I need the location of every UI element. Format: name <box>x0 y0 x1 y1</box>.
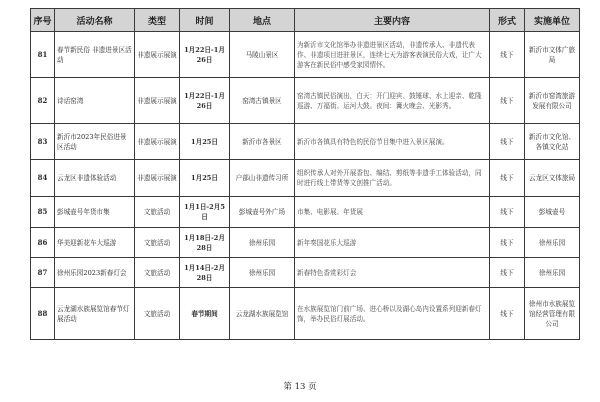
row-form: 线下 <box>490 124 525 160</box>
row-place: 徐州乐园 <box>230 258 295 288</box>
row-name: 徐州乐园2023新春灯会 <box>55 258 135 288</box>
row-no: 87 <box>31 258 55 288</box>
row-time: 1月25日 <box>180 160 230 197</box>
row-type: 文旅活动 <box>135 228 180 258</box>
row-place: 彭城壶号外广场 <box>230 197 295 228</box>
row-type: 文旅活动 <box>135 258 180 288</box>
table-row <box>31 288 580 340</box>
row-time: 1月1日-2月5日 <box>180 197 230 228</box>
row-unit: 徐州乐园 <box>525 228 580 258</box>
header-no: 序号 <box>31 9 55 32</box>
table-header-row <box>31 9 580 32</box>
row-no: 86 <box>31 228 55 258</box>
row-form: 线下 <box>490 160 525 197</box>
row-name: 诗话窑湾 <box>55 78 135 124</box>
row-no: 82 <box>31 78 55 124</box>
row-type: 非遗展示展演 <box>135 78 180 124</box>
row-content: 新沂市各镇具有特色的民俗节目集中进入景区展演。 <box>295 124 490 160</box>
row-type: 文旅活动 <box>135 288 180 340</box>
row-unit: 徐州乐园 <box>525 258 580 288</box>
row-time: 春节期间 <box>180 288 230 340</box>
header-name: 活动名称 <box>55 9 135 32</box>
row-type: 非遗展示展演 <box>135 32 180 78</box>
row-unit: 彭城壶号 <box>525 197 580 228</box>
row-content: 新春特色香赏彩灯会 <box>295 258 490 288</box>
row-time: 1月25日 <box>180 124 230 160</box>
row-place: 云龙湖水族展览馆 <box>230 288 295 340</box>
table-row <box>31 160 580 197</box>
row-name: 春节新民俗 非遗进景区活动 <box>55 32 135 78</box>
header-form: 形式 <box>490 9 525 32</box>
table-row <box>31 197 580 228</box>
row-content: 市集、电影展、年货展 <box>295 197 490 228</box>
table-row <box>31 258 580 288</box>
header-content: 主要内容 <box>295 9 490 32</box>
row-time: 1月18日-2月28日 <box>180 228 230 258</box>
row-content: 窑湾古镇民俗演出，白天：开门迎宾、鼓锤球、水上迎亲、乾隆巡游、万福街、运河大鼓。夜间：篝火晚会、光影秀。 <box>295 78 490 124</box>
row-place: 户部山非遗传习所 <box>230 160 295 197</box>
row-unit: 新沂市窑湾旅游发展有限公司 <box>525 78 580 124</box>
row-name: 彭城壶号年货市集 <box>55 197 135 228</box>
row-unit: 新沂市文体广旅局 <box>525 32 580 78</box>
table-row <box>31 78 580 124</box>
row-unit: 云龙区文体旅局 <box>525 160 580 197</box>
row-unit: 徐州市水族展览馆经营管理有限公司 <box>525 288 580 340</box>
row-content: 组织传承人对外开展香包、编结、剪纸等非遗手工体验活动，同时进行线上带货等文创推广活动。 <box>295 160 490 197</box>
row-no: 84 <box>31 160 55 197</box>
row-place: 窑湾古镇景区 <box>230 78 295 124</box>
row-form: 线下 <box>490 197 525 228</box>
row-no: 85 <box>31 197 55 228</box>
table-row <box>31 228 580 258</box>
row-no: 83 <box>31 124 55 160</box>
row-name: 新沂市2023年民俗进景区活动 <box>55 124 135 160</box>
row-content: 新年奏国花乐大巡游 <box>295 228 490 258</box>
activity-table-container <box>30 8 579 340</box>
row-no: 88 <box>31 288 55 340</box>
header-type: 类型 <box>135 9 180 32</box>
row-name: 华美迎新花车大巡游 <box>55 228 135 258</box>
header-time: 时间 <box>180 9 230 32</box>
row-no: 81 <box>31 32 55 78</box>
header-unit: 实施单位 <box>525 9 580 32</box>
row-place: 徐州乐园 <box>230 228 295 258</box>
page-number: 第 13 页 <box>283 382 317 392</box>
row-time: 1月22日-1月26日 <box>180 78 230 124</box>
row-form: 线下 <box>490 288 525 340</box>
row-form: 线下 <box>490 32 525 78</box>
row-time: 1月22日-1月26日 <box>180 32 230 78</box>
table-row <box>31 32 580 78</box>
row-name: 云龙区非遗体验活动 <box>55 160 135 197</box>
row-form: 线下 <box>490 258 525 288</box>
row-type: 非遗展示展演 <box>135 160 180 197</box>
row-place: 马陵山景区 <box>230 32 295 78</box>
row-unit: 新沂市文化馆、各镇文化站 <box>525 124 580 160</box>
row-type: 非遗展示展演 <box>135 124 180 160</box>
table-row <box>31 124 580 160</box>
row-content: 在水族展览馆门前广场、进心桥以及湖心岛内设置系列迎新春灯饰，举办民俗灯展活动。 <box>295 288 490 340</box>
row-content: 为新沂市文化馆举办非遗进景区活动，非遗传承人、非遗代表作、非遗项目进驻景区，连续七天为游客表演民俗大戏，让广大游客在新民俗中感受家园情怀。 <box>295 32 490 78</box>
row-form: 线下 <box>490 228 525 258</box>
row-place: 新沂市各景区 <box>230 124 295 160</box>
header-place: 地点 <box>230 9 295 32</box>
row-form: 线下 <box>490 78 525 124</box>
row-name: 云龙湖水族展览馆春节灯展活动 <box>55 288 135 340</box>
row-time: 1月14日-2月28日 <box>180 258 230 288</box>
row-type: 文旅活动 <box>135 197 180 228</box>
activity-table <box>30 8 580 340</box>
